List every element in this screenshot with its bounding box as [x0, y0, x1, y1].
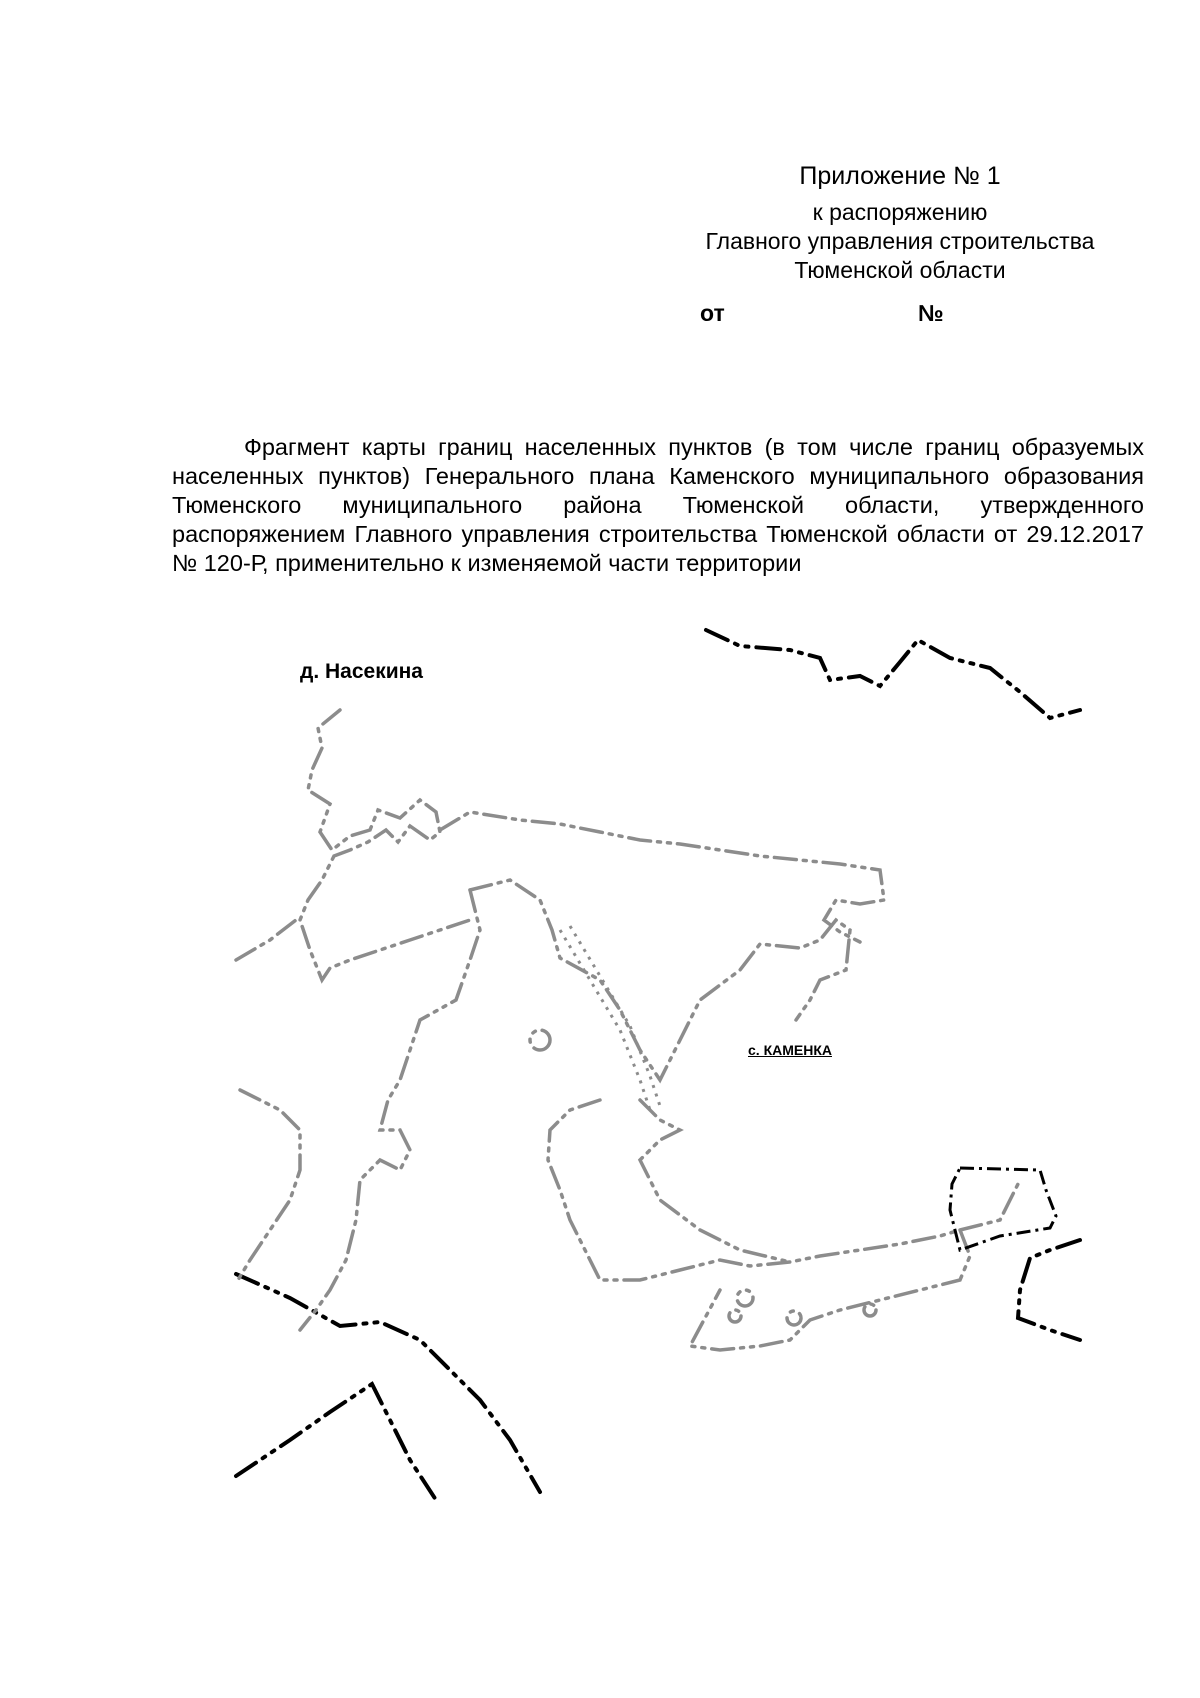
settlement-boundary-east-arm	[960, 1180, 1020, 1230]
enclave-2	[729, 1310, 741, 1322]
road-strip	[560, 926, 660, 1110]
settlement-boundaries	[236, 710, 1020, 1350]
settlement-boundary-kamenka-south	[548, 1100, 970, 1350]
appendix-header	[660, 160, 1140, 285]
settlement-boundary-naseki	[300, 710, 470, 980]
order-reference-line-1: к распоряжению	[812, 199, 988, 225]
settlement-boundary-west-spur	[236, 920, 296, 960]
changed-territory-outline	[950, 1168, 1056, 1250]
enclave-4	[864, 1304, 876, 1316]
enclave-5	[530, 1030, 550, 1050]
settlement-label-kamenka: с. КАМЕНКА	[748, 1042, 832, 1058]
enclave-3	[787, 1311, 801, 1325]
order-reference-line-3: Тюменской области	[794, 257, 1006, 283]
order-reference-line-2: Главного управления строительства	[705, 228, 1095, 254]
district-boundary-east	[1018, 1240, 1080, 1340]
road-strip-left	[560, 930, 650, 1110]
settlement-boundary-west-2	[238, 1090, 300, 1280]
appendix-title: Приложение № 1	[799, 162, 1001, 190]
road-strip-right	[570, 926, 660, 1106]
document-description: Фрагмент карты границ населенных пунктов (в том числе границ образуемых населенных пунктов) Генерального плана Каменского муниципального образования Тюменского муниципального района Тюменской области, утвержденного распоряжением Главного управления строительства Тюменской области от 29.12.2017 № 120-Р, применительно к изменяемой части территории	[172, 434, 1144, 576]
map-fragment	[0, 600, 1200, 1500]
district-boundary-southwest	[236, 1274, 540, 1492]
settlement-boundary-kamenka-inner	[640, 1100, 790, 1262]
changed-territory	[950, 1168, 1056, 1250]
district-boundary-south-branch	[236, 1384, 436, 1500]
district-boundaries	[236, 630, 1080, 1500]
district-boundary-north	[706, 630, 1080, 718]
settlement-label-naseki: д. Насекина	[300, 660, 423, 683]
enclave-1	[737, 1290, 753, 1306]
settlement-boundary-inner-1	[300, 890, 480, 1330]
date-number-row	[700, 300, 1000, 332]
number-label: №	[918, 300, 944, 326]
boundary-map	[0, 600, 1200, 1500]
date-label: от	[700, 300, 725, 326]
settlement-boundary-naseki-north	[440, 812, 884, 942]
